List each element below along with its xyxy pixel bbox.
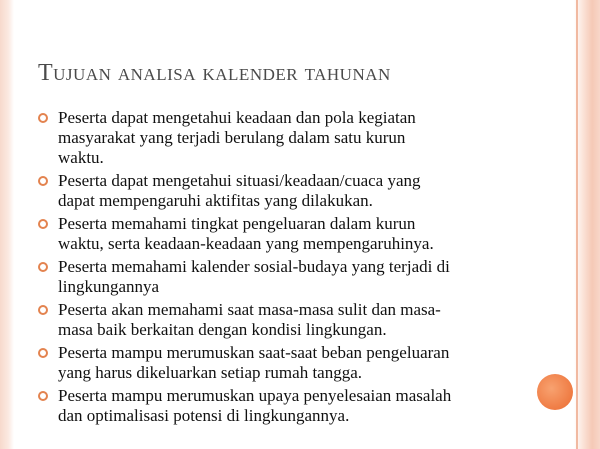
bullet-item [38,214,538,254]
bullet-circle-icon [38,219,48,229]
bullet-text: Peserta memahami kalender sosial-budaya yang terjadi di lingkungannya [58,257,450,296]
orange-circle-decor-icon [537,374,573,410]
bullet-circle-icon [38,176,48,186]
bullet-circle-icon [38,113,48,123]
bullet-text: Peserta akan memahami saat masa-masa sulit dan masa- masa baik berkaitan dengan kondisi lingkungan. [58,300,441,339]
bullet-text: Peserta mampu merumuskan upaya penyelesaian masalah dan optimalisasi potensi di lingkungannya. [58,386,452,425]
slide-title: Tujuan analisa kalender tahunan [38,60,391,86]
bullet-circle-icon [38,262,48,272]
bullet-item [38,171,538,211]
bullet-item [38,257,538,297]
bullet-list [38,108,538,429]
bullet-circle-icon [38,348,48,358]
bullet-text: Peserta dapat mengetahui situasi/keadaan/cuaca yang dapat mempengaruhi aktifitas yang dilakukan. [58,171,421,210]
bullet-circle-icon [38,305,48,315]
bullet-item [38,343,538,383]
right-decor-line [576,0,578,449]
bullet-item [38,386,538,426]
bullet-item [38,300,538,340]
bullet-text: Peserta memahami tingkat pengeluaran dalam kurun waktu, serta keadaan-keadaan yang mempengaruhinya. [58,214,434,253]
bullet-text: Peserta dapat mengetahui keadaan dan pola kegiatan masyarakat yang terjadi berulang dalam satu kurun waktu. [58,108,416,167]
bullet-circle-icon [38,391,48,401]
left-decor-stripe [0,0,14,449]
bullet-item [38,108,538,168]
bullet-text: Peserta mampu merumuskan saat-saat beban pengeluaran yang harus dikeluarkan setiap rumah tangga. [58,343,450,382]
